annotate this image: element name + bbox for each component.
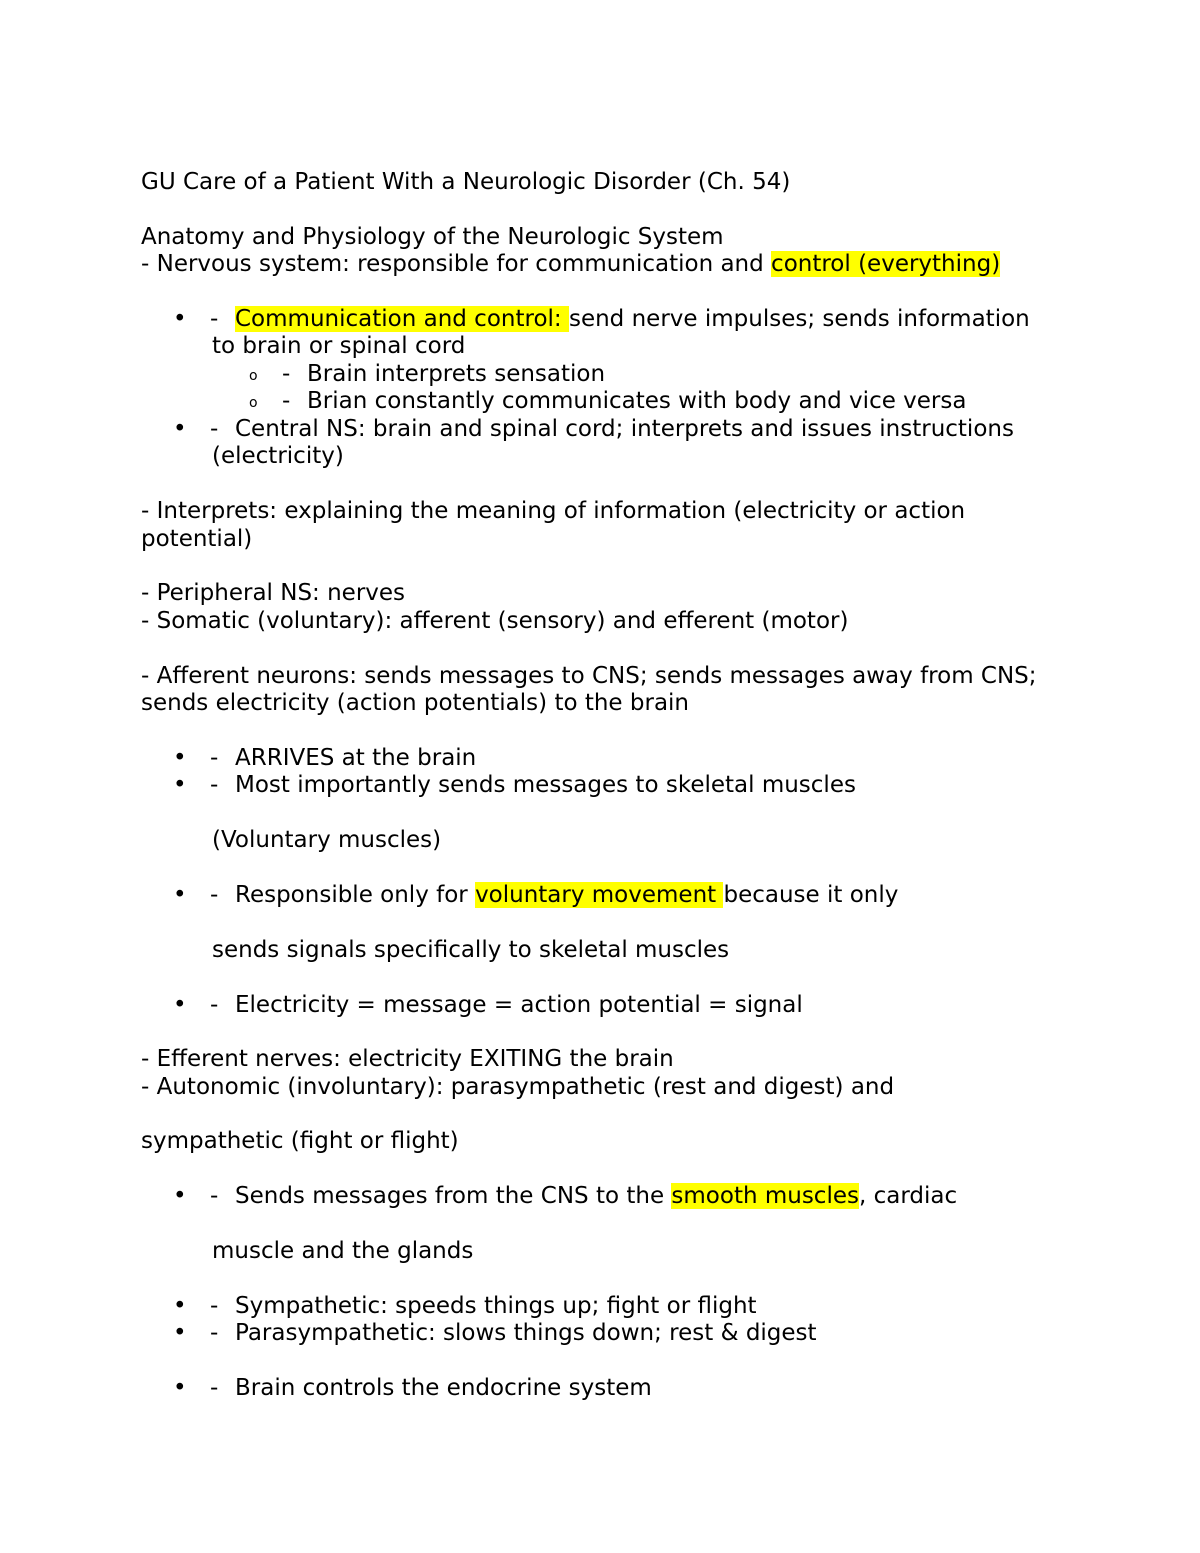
highlight-comm-control: Communication and control: bbox=[235, 306, 569, 332]
efferent-line: - Efferent nerves: electricity EXITING the brain bbox=[141, 1046, 674, 1072]
section-heading: Anatomy and Physiology of the Neurologic System bbox=[141, 224, 724, 250]
nervous-system-text: - Nervous system: responsible for communication and bbox=[141, 251, 772, 277]
dash-marker: - bbox=[210, 1320, 219, 1346]
central-ns-cont: (electricity) bbox=[212, 443, 344, 469]
autonomic-line: - Autonomic (involuntary): parasympathetic (rest and digest) and bbox=[141, 1074, 895, 1100]
interprets-line: - Interprets: explaining the meaning of information (electricity or action bbox=[141, 498, 966, 524]
responsible-line bbox=[235, 882, 898, 909]
nervous-system-line bbox=[141, 251, 1000, 278]
highlight-smooth-muscles: smooth muscles bbox=[671, 1183, 859, 1209]
dash-marker: - bbox=[210, 1183, 219, 1209]
comm-control-line bbox=[235, 306, 1030, 333]
peripheral-ns-line: - Peripheral NS: nerves bbox=[141, 580, 406, 606]
highlight-control: control (everything) bbox=[771, 251, 1001, 277]
bullet-icon: • bbox=[173, 745, 187, 771]
sub-bullet-icon: o bbox=[249, 395, 258, 411]
dash-marker: - bbox=[210, 772, 219, 798]
most-importantly-line: Most importantly sends messages to skeletal muscles bbox=[235, 772, 856, 798]
somatic-line: - Somatic (voluntary): afferent (sensory) and efferent (motor) bbox=[141, 608, 849, 634]
sends-messages-text-end: , cardiac bbox=[858, 1183, 958, 1209]
highlight-voluntary-movement: voluntary movement bbox=[475, 882, 724, 908]
parasympathetic-line: Parasympathetic: slows things down; rest & digest bbox=[235, 1320, 817, 1346]
sympathetic-line: Sympathetic: speeds things up; fight or flight bbox=[235, 1293, 757, 1319]
brain-controls-line: Brain controls the endocrine system bbox=[235, 1375, 652, 1401]
dash-marker: - bbox=[210, 1375, 219, 1401]
sends-messages-line bbox=[235, 1183, 957, 1210]
dash-marker: - bbox=[210, 1293, 219, 1319]
electricity-line: Electricity = message = action potential = signal bbox=[235, 992, 803, 1018]
bullet-icon: • bbox=[173, 992, 187, 1018]
bullet-icon: • bbox=[173, 306, 187, 332]
brian-communicates-line: Brian constantly communicates with body and vice versa bbox=[307, 388, 967, 414]
sends-messages-text: Sends messages from the CNS to the bbox=[235, 1183, 672, 1209]
brain-interprets-line: Brain interprets sensation bbox=[307, 361, 606, 387]
bullet-icon: • bbox=[173, 882, 187, 908]
bullet-icon: • bbox=[173, 416, 187, 442]
afferent-cont: sends electricity (action potentials) to the brain bbox=[141, 690, 690, 716]
autonomic-cont: sympathetic (fight or flight) bbox=[141, 1128, 459, 1154]
dash-marker: - bbox=[210, 416, 219, 442]
responsible-text: Responsible only for bbox=[235, 882, 476, 908]
bullet-icon: • bbox=[173, 1183, 187, 1209]
voluntary-muscles-line: (Voluntary muscles) bbox=[212, 827, 442, 853]
comm-control-text: send nerve impulses; sends information bbox=[568, 306, 1030, 332]
dash-marker: - bbox=[210, 992, 219, 1018]
dash-marker: - bbox=[282, 361, 291, 387]
dash-marker: - bbox=[210, 882, 219, 908]
dash-marker: - bbox=[210, 745, 219, 771]
page-title: GU Care of a Patient With a Neurologic Disorder (Ch. 54) bbox=[141, 169, 791, 195]
bullet-icon: • bbox=[173, 772, 187, 798]
bullet-icon: • bbox=[173, 1320, 187, 1346]
comm-control-cont: to brain or spinal cord bbox=[212, 333, 466, 359]
dash-marker: - bbox=[282, 388, 291, 414]
sends-messages-cont: muscle and the glands bbox=[212, 1238, 474, 1264]
dash-marker: - bbox=[210, 306, 219, 332]
bullet-icon: • bbox=[173, 1375, 187, 1401]
responsible-cont: sends signals specifically to skeletal muscles bbox=[212, 937, 730, 963]
interprets-cont: potential) bbox=[141, 526, 253, 552]
bullet-icon: • bbox=[173, 1293, 187, 1319]
afferent-line: - Afferent neurons: sends messages to CNS; sends messages away from CNS; bbox=[141, 663, 1037, 689]
central-ns-line: Central NS: brain and spinal cord; interprets and issues instructions bbox=[235, 416, 1014, 442]
arrives-line: ARRIVES at the brain bbox=[235, 745, 477, 771]
sub-bullet-icon: o bbox=[249, 368, 258, 384]
responsible-text-end: because it only bbox=[723, 882, 899, 908]
